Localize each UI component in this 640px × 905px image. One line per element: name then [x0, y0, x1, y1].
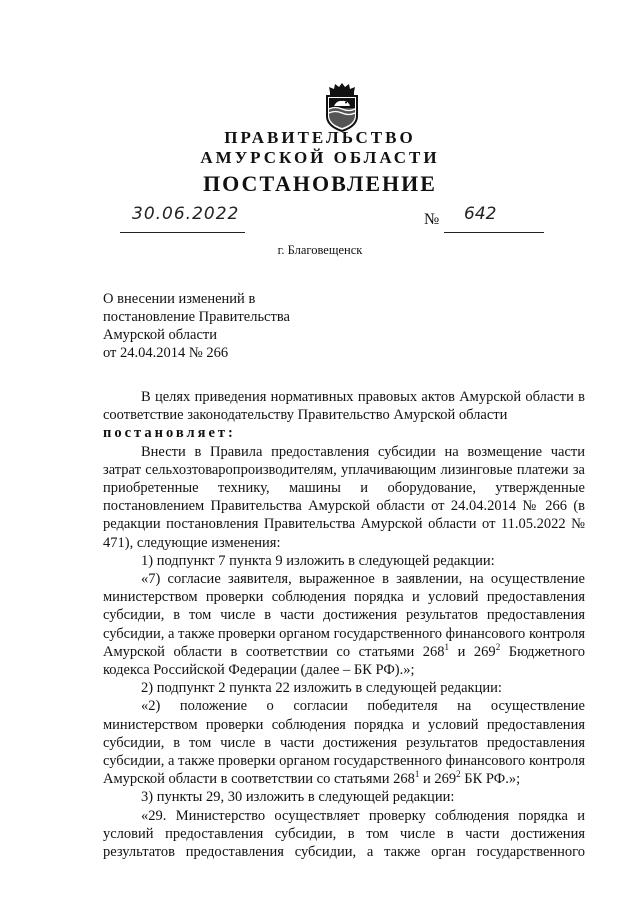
subject-line: от 24.04.2014 № 266 [103, 345, 229, 361]
handwritten-date: 30.06.2022 [132, 204, 240, 224]
text-fragment: и 269 [449, 643, 496, 660]
resolve-word: постановляет: [103, 425, 236, 442]
text-fragment: «7) согласие заявителя, выраженное в заявлении, на осуществление министерством проверки соблюдения порядка и условий предоставления субсидии, в том числе в части достижения результатов предоставления субсидии, а также проверки органом государственного финансового контроля Амурской области в соответствии со статьями 268 [103, 571, 585, 660]
intro-paragraph: Внести в Правила предоставления субсидии на возмещение части затрат сельхозтоваропроизводителям, уплачивающим лизинговые платежи за приобретенные технику, машины и оборудование, утвержденные постановлением Правительства Амурской области от 24.04.2014 № 266 (в редакции постановления Правительства Амурской области от 11.05.2022 № 471), следующие изменения: [103, 443, 585, 551]
item-2-text [103, 697, 585, 788]
text-fragment: «2) положение о согласии победителя на осуществление министерством проверки соблюдения порядка и условий предоставления субсидии, в том числе в части достижения результатов предоставления субсидии, а также проверки органом государственного финансового контроля Амурской области в соответствии со статьями 268 [103, 698, 585, 788]
superscript: 2 [495, 641, 501, 652]
subject-line: О внесении изменений в [103, 291, 256, 307]
item-3-heading: 3) пункты 29, 30 изложить в следующей редакции: [141, 789, 455, 806]
text-fragment: БК РФ.»; [460, 771, 521, 788]
org-name-line2: АМУРСКОЙ ОБЛАСТИ [200, 148, 440, 167]
text-fragment: Бюджетного кодекса Российской Федерации (далее – БК РФ).»; [103, 643, 585, 679]
preamble-paragraph: В целях приведения нормативных правовых актов Амурской области в соответствие законодательству Правительство Амурской области [103, 389, 585, 424]
handwritten-number: 642 [464, 204, 497, 224]
item-1-text [103, 570, 585, 679]
city-name: г. Благовещенск [277, 243, 363, 257]
subject-line: постановление Правительства [103, 309, 290, 325]
item-1-heading: 1) подпункт 7 пункта 9 изложить в следующей редакции: [141, 552, 495, 569]
document-subject [103, 290, 290, 362]
number-label: № [424, 211, 440, 228]
superscript: 1 [414, 769, 420, 780]
item-3-text: «29. Министерство осуществляет проверку соблюдения порядка и условий предоставления субсидии, в том числе в части достижения результатов предоставления субсидии, а также орган государственного [103, 807, 585, 861]
item-2-heading: 2) подпункт 2 пункта 22 изложить в следующей редакции: [141, 680, 502, 697]
superscript: 2 [456, 769, 461, 780]
coat-of-arms-icon [322, 82, 362, 132]
subject-line: Амурской области [103, 327, 217, 343]
org-name-line1: ПРАВИТЕЛЬСТВО [224, 128, 416, 147]
document-body [103, 388, 585, 861]
document-type-title: ПОСТАНОВЛЕНИЕ [203, 171, 437, 196]
superscript: 1 [444, 641, 450, 652]
text-fragment: и 269 [419, 771, 457, 788]
